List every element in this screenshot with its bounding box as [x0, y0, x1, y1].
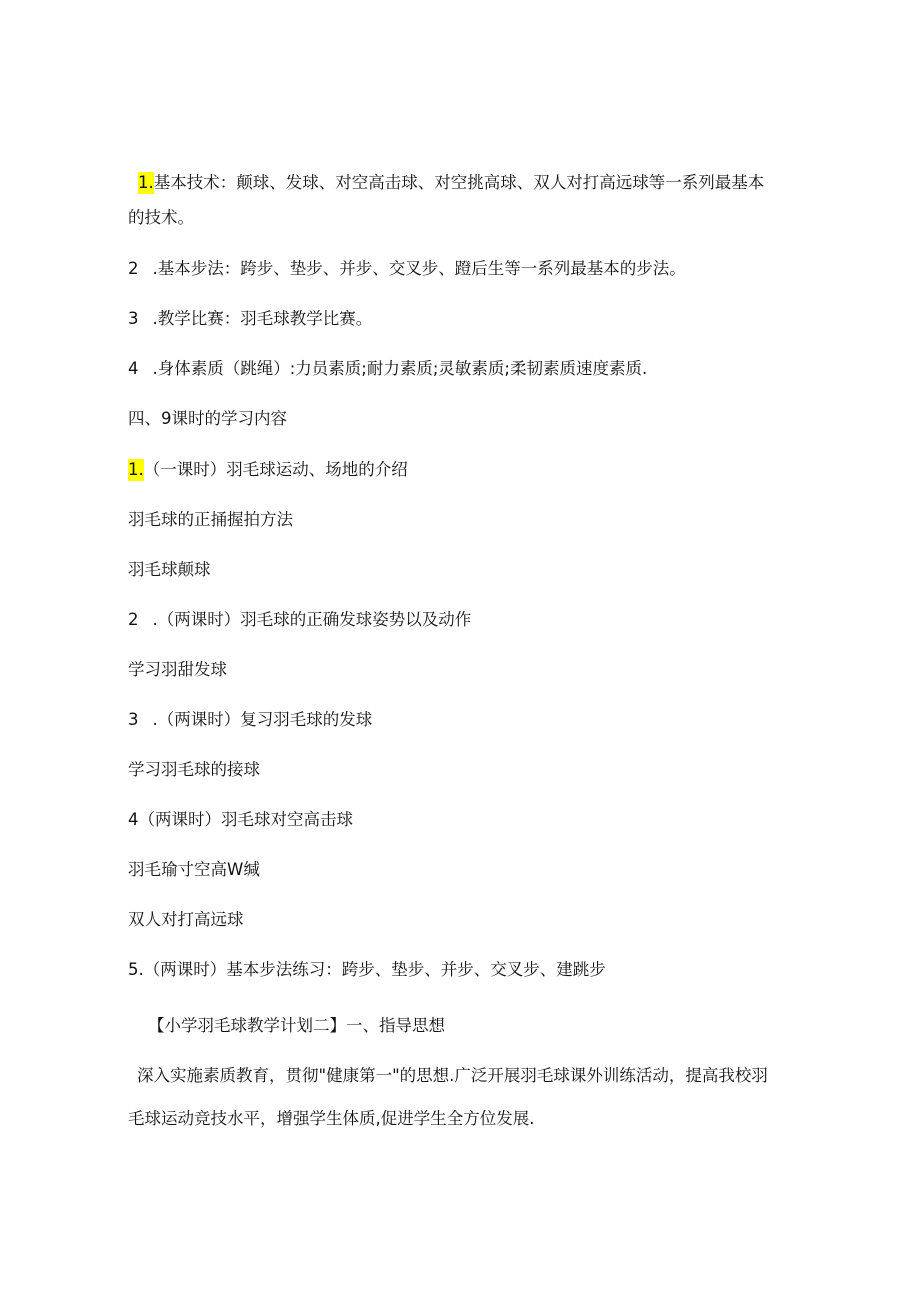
lesson-2-item-1: 学习羽甜发球	[128, 660, 227, 679]
paragraph-2-number: 2	[128, 259, 139, 278]
lesson-1-text: （一课时）羽毛球运动、场地的介绍	[143, 460, 408, 479]
lesson-4: 4（两课时）羽毛球对空高击球	[128, 810, 353, 829]
paragraph-3-number: 3	[128, 309, 139, 328]
lesson-1-item-2: 羽毛球颠球	[128, 560, 211, 579]
paragraph-4-number: 4	[128, 359, 139, 378]
lesson-2-text: .（两课时）羽毛球的正确发球姿势以及动作	[152, 610, 472, 629]
guiding-paragraph-line-1: 深入实施素质教育，贯彻"健康第一"的思想.广泛开展羽毛球课外训练活动，提高我校羽	[137, 1066, 768, 1085]
paragraph-2-text: .基本步法：跨步、垫步、并步、交叉步、蹬后生等一系列最基本的步法。	[152, 259, 686, 278]
guiding-paragraph-line-2: 毛球运动竞技水平，增强学生体质,促进学生全方位发展.	[128, 1109, 535, 1128]
paragraph-1-line-2: 的技术。	[128, 208, 194, 227]
plan-two-heading: 【小学羽毛球教学计划二】一、指导思想	[148, 1016, 445, 1035]
lesson-3-text: .（两课时）复习羽毛球的发球	[152, 710, 373, 729]
paragraph-1-text: 基本技术：颠球、发球、对空高击球、对空挑高球、双人对打高远球等一系列最基本	[153, 173, 765, 192]
paragraph-2	[128, 258, 686, 280]
lesson-5: 5.（两课时）基本步法练习：跨步、垫步、并步、交叉步、建跳步	[128, 960, 606, 979]
lesson-1	[128, 459, 408, 481]
lesson-2	[128, 609, 471, 631]
section-heading: 四、9课时的学习内容	[128, 409, 287, 428]
paragraph-4-text: .身体素质（跳绳）:力员素质;耐力素质;灵敏素质;柔韧素质速度素质.	[152, 359, 648, 378]
lesson-3-number: 3	[128, 710, 139, 729]
paragraph-4	[128, 358, 647, 380]
paragraph-1-line-1	[138, 172, 764, 194]
paragraph-3	[128, 308, 372, 330]
lesson-1-number: 1.	[128, 460, 144, 479]
lesson-4-item-1: 羽毛瑜寸空高W缄	[128, 860, 260, 879]
lesson-3-item-1: 学习羽毛球的接球	[128, 760, 260, 779]
lesson-1-item-1: 羽毛球的正捅握拍方法	[128, 510, 293, 529]
lesson-2-number: 2	[128, 610, 139, 629]
paragraph-1-number: 1.	[138, 173, 154, 192]
lesson-4-item-2: 双人对打高远球	[128, 910, 244, 929]
lesson-3	[128, 709, 372, 731]
paragraph-3-text: .教学比赛：羽毛球教学比赛。	[152, 309, 373, 328]
